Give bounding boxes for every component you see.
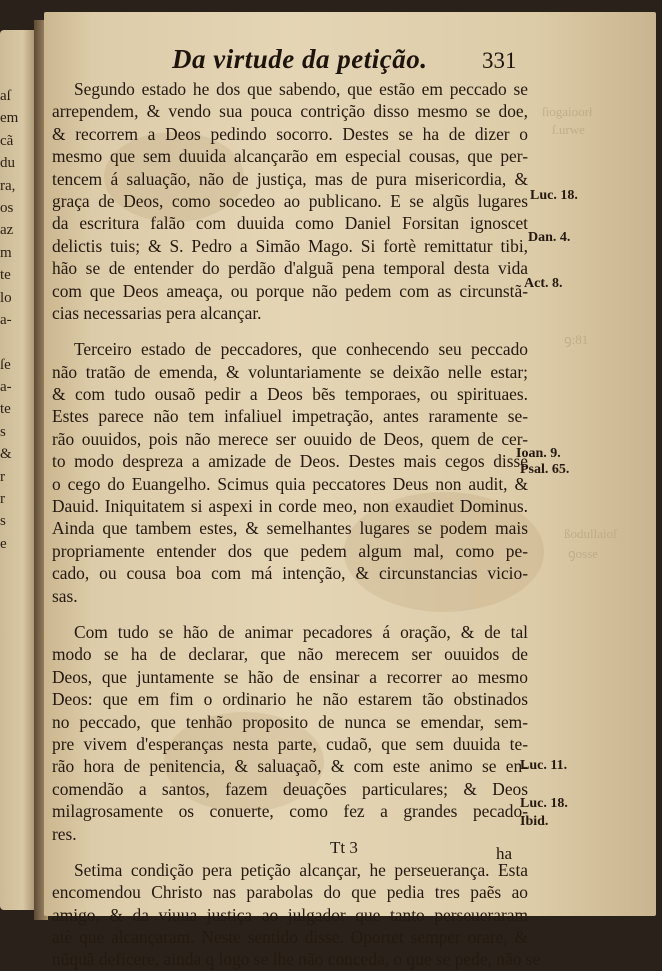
text-line: to modo despreza a amizade de Deos. Destes mais cegos disse [52, 451, 528, 472]
page-number: 331 [482, 48, 517, 73]
left-page-fragment: te [0, 267, 11, 284]
marginal-note: Ioan. 9. [516, 446, 561, 461]
text-line: & com tudo ousaõ pedir a Deos bẽs temporaes, ou spirituaes. [52, 384, 528, 405]
left-page-fragment: ra, [0, 177, 16, 194]
text-line: Com tudo se hão de animar pecadores á oração, & de tal [74, 621, 528, 642]
left-page-edge [0, 30, 38, 910]
text-line: rão hora de penitencia, & saluaçaõ, & com este animo se en- [52, 756, 528, 777]
text-line: hão se de entender do perdão d'alguã pena temporal desta vida [52, 258, 528, 279]
text-line: comendão a santos, fazem deuações particulares; & Deos [52, 778, 528, 799]
left-page-fragment: s [0, 423, 6, 440]
text-line: não tratão de emenda, & voluntariamente se deixão nelle estar; [52, 361, 528, 382]
text-line: amigo, & da viuua justiça ao julgador que tanto perseueraram [52, 904, 528, 925]
left-page-fragment: az [0, 222, 14, 239]
text-line: graça de Deos, como socedeo ao publicano. E se algũs lugares [52, 190, 528, 211]
text-line: mesmo que sem duuida alcançarão em especial cousas, que per- [52, 146, 528, 167]
text-line: res. [52, 823, 77, 844]
text-line: encomendou Christo nas parabolas do que pedia tres paẽs ao [52, 882, 528, 903]
page: ſiogaioorł ſ.urwe ꝯ:81 ßodullaioſ ꝯosse Da virtude da petição. 331 Segundo estado he dos que sabendo, que estão em peccado se arrependem, & vendo sua pouca contrição disso mesmo se doe, & recorrem a Deos pedindo socorro. Destes se ha de dizer o mesmo que sem duuida alcançarão em especial cousas, que per- tencem á saluação, não de justiça, mas de pura misericordia, & graça de Deos, como socedeo ao publicano. E se algũs lugares da escritura falão com duuida como Daniel Forsitan ignoscet delictis tuis; & S. Pedro a Simão Mago. Si fortè remittatur tibi, hão se de entender do perdão d'alguã pena temporal desta vida com que Deos ameaça, ou porque não pedem com as circunstã- cias necessarias pera alcançar. Terceiro estado de peccadores, que conhecendo seu peccado não tratão de emenda, & voluntariamente se deixão nelle estar; & com tudo ousaõ pedir a Deos bẽs temporaes, ou spirituaes. Estes parece não tem infaliuel impetração, antes raramente se- rão ouuidos, pois não merece ser ouuido de Deos, quem de cer- to modo despreza a amizade de Deos. Destes mais cegos disse o cego do Euangelho. Scimus quia peccatores Deus non audit, & Dauid. Iniquitatem si aspexi in corde meo, non exaudiet Dominus. Ainda que tambem estes, & semelhantes lugares se podem mais propriamente entender dos que pedem algum mal, como pe- cado, ou cousa boa com má intenção, & circunstancias vicio- sas. Com tudo se hão de animar pecadores á oração, & de tal modo se ha de declarar, que não merecem ser ouuidos de Deos, que juntamente se hão de ensinar a recorrer ao mesmo Deos: que em fim o ordinario he não estarem tão obstinados no peccado, que tenhão proposito de nunca se emendar, sem- pre vivem d'esperanças nesta parte, cudaõ, que sem duuida te- rão hora de penitencia, & saluaçaõ, & com este animo se en- comendão a santos, fazem deuações particulares; & Deos milagrosamente os conuerte, como fez a grandes pecado- res. Setima condição pera petição alcançar, he perseuerança. Esta encomendou Christo nas parabolas do que pedia tres paẽs ao amigo, & da viuua justiça ao julgador que tanto perseueraram atè que alcançaram. Neste sentido disse. Oportet semper orare, & nũquã deficere, ainda q logo se lhe não conceda, o que se pede, não se Luc. 18. Dan. 4. Act. 8. Ioan. 9. Psal. 65. Luc. 11. Luc. 18. Ibid. Tt 3 ha [44, 12, 656, 916]
text-line: atè que alcançaram. Neste sentido disse. Oportet semper orare, & [52, 927, 528, 948]
text-line: com que Deos ameaça, ou porque não pedem com as circunstã- [52, 280, 528, 301]
running-head: Da virtude da petição. [172, 44, 428, 74]
left-page-fragment: ſe [0, 356, 11, 373]
marginal-note: Luc. 18. [530, 188, 578, 203]
marginal-note: Act. 8. [524, 276, 563, 291]
paragraph-gap [52, 607, 528, 621]
left-page-fragment: e [0, 535, 7, 552]
left-page-fragment: em [0, 110, 19, 127]
left-page-fragment: & [0, 446, 12, 463]
left-page-fragment: r [0, 491, 5, 508]
marginal-note: Dan. 4. [528, 230, 571, 245]
text-line: Dauid. Iniquitatem si aspexi in corde meo, non exaudiet Dominus. [52, 496, 528, 517]
text-line: milagrosamente os conuerte, como fez a grandes pecado- [52, 801, 528, 822]
text-line: Segundo estado he dos que sabendo, que estão em peccado se [74, 79, 528, 99]
text-line: sas. [52, 585, 78, 606]
text-line: Ainda que tambem estes, & semelhantes lugares se podem mais [52, 518, 528, 539]
left-page-fragment: cã [0, 132, 14, 149]
paragraph-gap [52, 845, 528, 859]
text-line: no peccado, que tenhão proposito de nunca se emendar, sem- [52, 711, 528, 732]
text-line: da escritura falão com duuida como Daniel Forsitan ignoscet [52, 213, 528, 234]
text-line: delictis tuis; & S. Pedro a Simão Mago. Si fortè remittatur tibi, [52, 235, 528, 256]
marginal-note: Luc. 18. [520, 796, 568, 811]
text-line: cado, ou cousa boa com má intenção, & circunstancias vicio- [52, 563, 528, 584]
text-line: propriamente entender dos que pedem algum mal, como pe- [52, 540, 528, 561]
text-line: o cego do Euangelho. Scimus quia peccatores Deus non audit, & [52, 473, 528, 494]
left-page-fragment [0, 331, 30, 353]
text-line: & recorrem a Deos pedindo socorro. Destes se ha de dizer o [52, 123, 528, 144]
text-line: Deos: que em fim o ordinario he não estarem tão obstinados [52, 689, 528, 710]
text-line: nũquã deficere, ainda q logo se lhe não conceda, o que se pede, não se [52, 949, 541, 970]
text-line: Setima condição pera petição alcançar, he perseuerança. Esta [74, 859, 528, 880]
text-line: Deos, que juntamente se hão de ensinar a recorrer ao mesmo [52, 666, 528, 687]
left-page-fragment: a- [0, 311, 12, 328]
text-line: arrependem, & vendo sua pouca contrição disso mesmo se doe, [52, 101, 528, 122]
left-page-fragment: r [0, 468, 5, 485]
left-page-fragment: a- [0, 379, 12, 396]
marginal-note: Ibid. [520, 814, 549, 829]
text-line: tencem á saluação, não de justiça, mas de pura misericordia, & [52, 168, 528, 189]
text-line: pre vivem d'esperanças nesta parte, cudaõ, que sem duuida te- [52, 733, 528, 754]
text-line: Estes parece não tem infaliuel impetração, antes raramente se- [52, 406, 528, 427]
text-line: modo se ha de declarar, que não merecem ser ouuidos de [52, 644, 528, 665]
catchword: ha [496, 844, 513, 863]
marginal-note: Luc. 11. [520, 758, 568, 773]
left-page-fragment: du [0, 155, 15, 172]
left-page-fragment: os [0, 199, 14, 216]
text-line: Terceiro estado de peccadores, que conhecendo seu peccado [74, 339, 528, 360]
text-line: cias necessarias pera alcançar. [52, 302, 262, 323]
signature-mark: Tt 3 [330, 838, 358, 857]
left-page-fragment: te [0, 401, 11, 418]
marginal-note: Psal. 65. [520, 462, 570, 477]
left-page-fragment: aſ [0, 88, 11, 104]
left-page-fragments [0, 85, 30, 555]
left-page-fragment: m [0, 244, 12, 261]
left-page-fragment: s [0, 513, 6, 530]
text-line: rão ouuidos, pois não merece ser ouuido de Deos, quem de cer- [52, 428, 528, 449]
paragraph-gap [52, 324, 528, 338]
left-page-fragment: lo [0, 289, 12, 306]
